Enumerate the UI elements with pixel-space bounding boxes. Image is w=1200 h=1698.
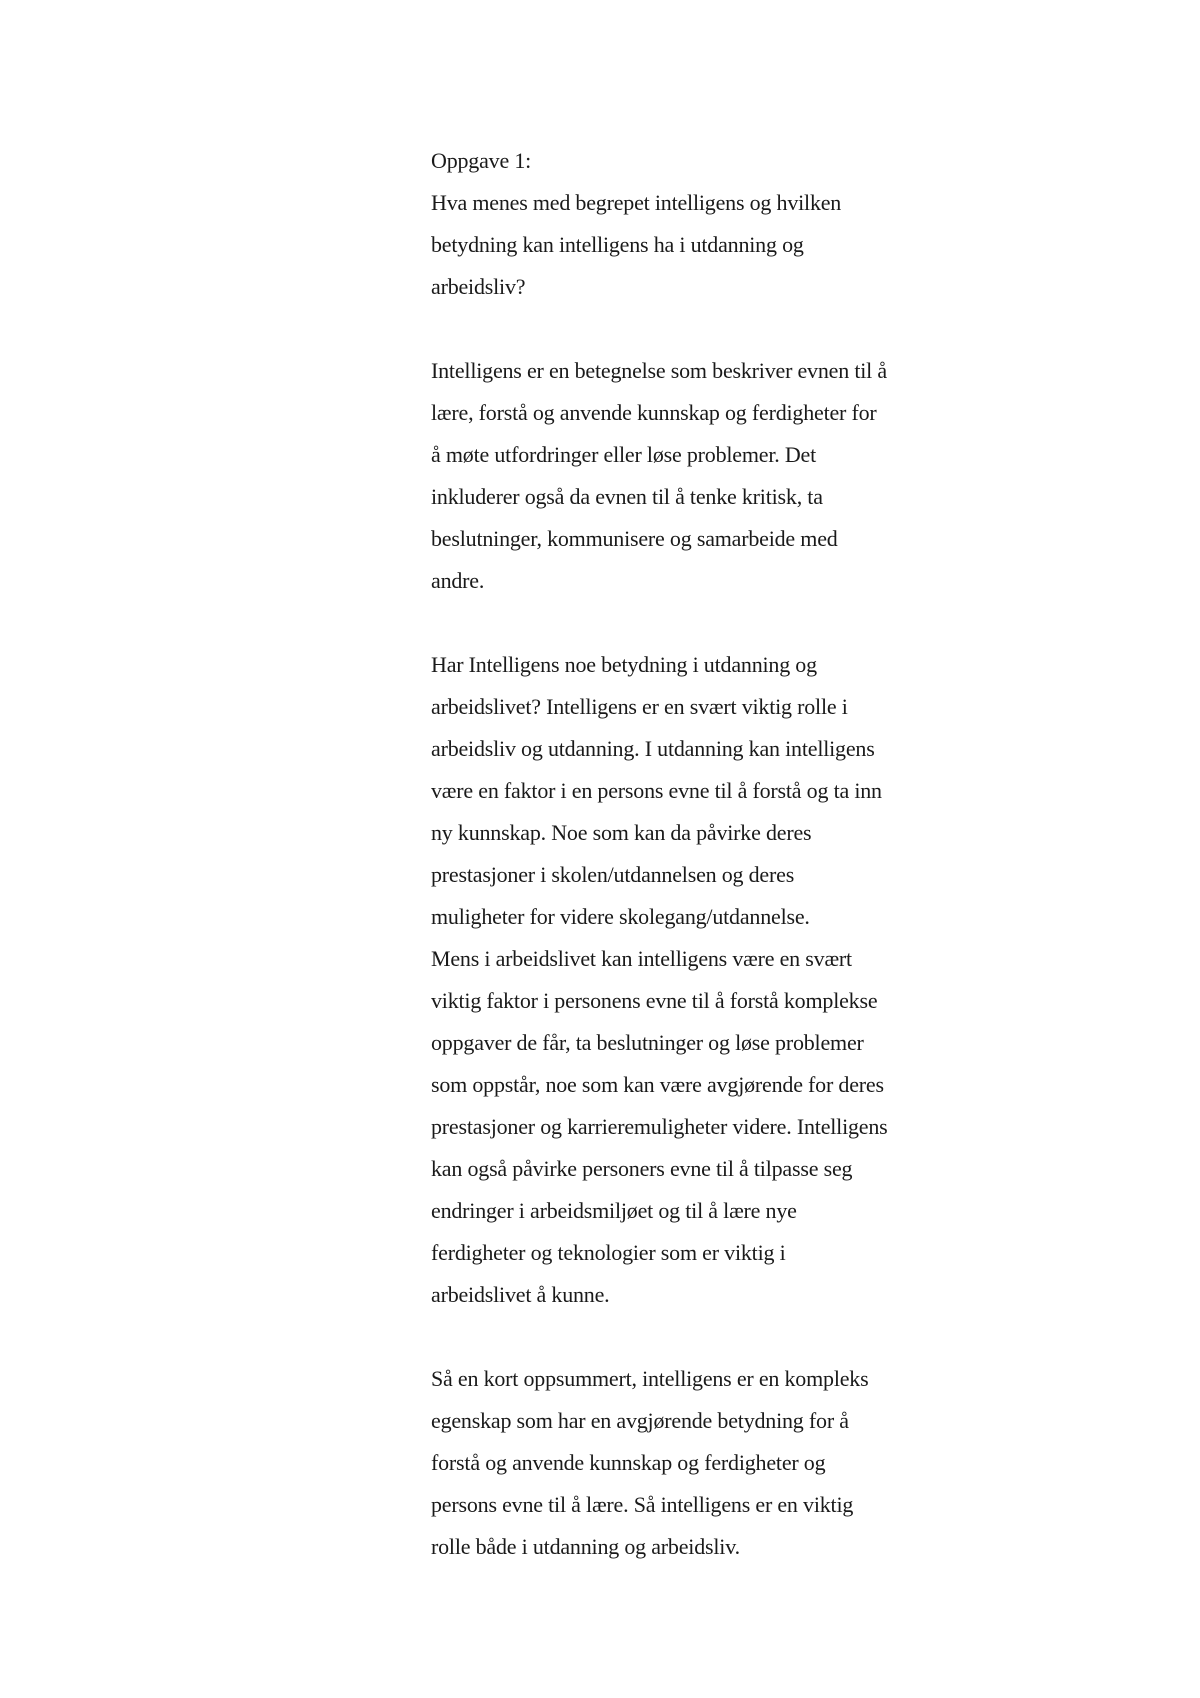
paragraph-spacer xyxy=(431,308,991,350)
paragraph-line: arbeidslivet å kunne. xyxy=(431,1282,610,1307)
paragraph-line: viktig faktor i personens evne til å forstå komplekse xyxy=(431,988,878,1013)
paragraph-line: persons evne til å lære. Så intelligens er en viktig xyxy=(431,1492,854,1517)
paragraph-line: være en faktor i en persons evne til å forstå og ta inn xyxy=(431,778,882,803)
paragraph-1 xyxy=(431,350,991,602)
task-heading: Oppgave 1: xyxy=(431,148,532,173)
paragraph-line: oppgaver de får, ta beslutninger og løse problemer xyxy=(431,1030,864,1055)
paragraph-line: rolle både i utdanning og arbeidsliv. xyxy=(431,1534,740,1559)
paragraph-line: arbeidslivet? Intelligens er en svært viktig rolle i xyxy=(431,694,848,719)
paragraph-spacer xyxy=(431,602,991,644)
paragraph-3 xyxy=(431,1358,991,1568)
paragraph-line: lære, forstå og anvende kunnskap og ferdigheter for xyxy=(431,400,877,425)
paragraph-line: som oppstår, noe som kan være avgjørende for deres xyxy=(431,1072,884,1097)
paragraph-line: prestasjoner og karrieremuligheter videre. Intelligens xyxy=(431,1114,888,1139)
paragraph-line: Mens i arbeidslivet kan intelligens være en svært xyxy=(431,946,852,971)
paragraph-line: forstå og anvende kunnskap og ferdigheter og xyxy=(431,1450,826,1475)
paragraph-line: Så en kort oppsummert, intelligens er en kompleks xyxy=(431,1366,869,1391)
paragraph-line: prestasjoner i skolen/utdannelsen og deres xyxy=(431,862,795,887)
paragraph-spacer xyxy=(431,1316,991,1358)
paragraph-2 xyxy=(431,644,991,1316)
paragraph-line: ferdigheter og teknologier som er viktig i xyxy=(431,1240,786,1265)
paragraph-line: andre. xyxy=(431,568,485,593)
paragraph-line: muligheter for videre skolegang/utdannelse. xyxy=(431,904,810,929)
paragraph-line: egenskap som har en avgjørende betydning for å xyxy=(431,1408,849,1433)
question-line: arbeidsliv? xyxy=(431,274,526,299)
paragraph-line: ny kunnskap. Noe som kan da påvirke deres xyxy=(431,820,812,845)
paragraph-line: kan også påvirke personers evne til å tilpasse seg xyxy=(431,1156,853,1181)
question-line: Hva menes med begrepet intelligens og hvilken xyxy=(431,190,842,215)
question xyxy=(431,182,991,308)
paragraph-line: arbeidsliv og utdanning. I utdanning kan intelligens xyxy=(431,736,875,761)
document-body xyxy=(431,140,991,1568)
question-line: betydning kan intelligens ha i utdanning og xyxy=(431,232,804,257)
paragraph-line: å møte utfordringer eller løse problemer. Det xyxy=(431,442,817,467)
paragraph-line: beslutninger, kommunisere og samarbeide med xyxy=(431,526,838,551)
paragraph-line: inkluderer også da evnen til å tenke kritisk, ta xyxy=(431,484,823,509)
paragraph-line: Intelligens er en betegnelse som beskriver evnen til å xyxy=(431,358,887,383)
paragraph-line: endringer i arbeidsmiljøet og til å lære nye xyxy=(431,1198,797,1223)
paragraph-line: Har Intelligens noe betydning i utdanning og xyxy=(431,652,817,677)
